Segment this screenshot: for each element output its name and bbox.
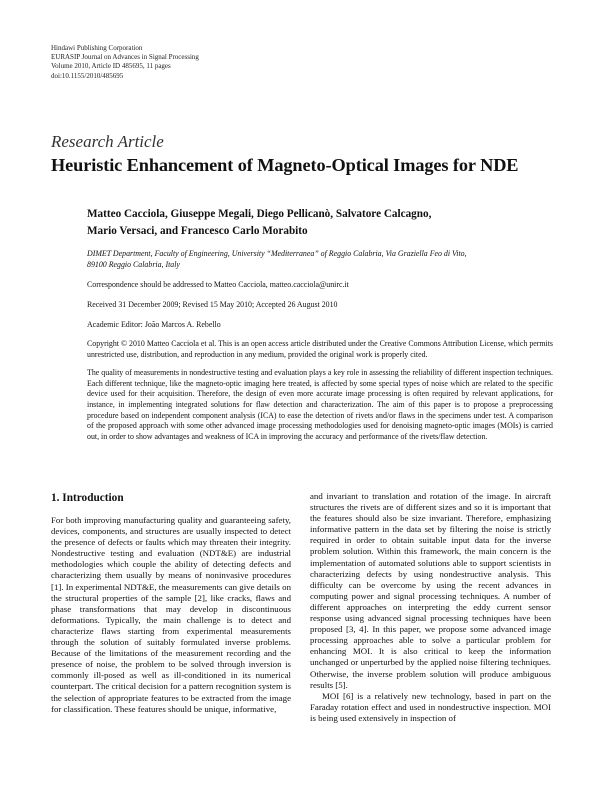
intro-paragraph-1: For both improving manufacturing quality and guaranteeing safety, devices, components, and structures are usually inspected to detect the presence of defects or faults which may threaten their integrity. Nondestructive testing and evaluation (NDT&E) are industrial methodologies which couple the ability of detecting defects and characterizing them usually by means of noninvasive procedures [1]. In experimental NDT&E, the measurements can give details on the structural properties of the sample [2], like cracks, flaws and phase transformations that may develop in discontinuous deformations. Typically, the main challenge is to detect and characterize flaws starting from experimental measurements through the solution of suitably formulated inverse problems. Because of the limitations of the measurement recording and the presence of noise, the problem to be solved through inversion is commonly ill-posed as well as ill-conditioned in its numerical counterpart. The critical decision for a pattern recognition system is the selection of appropriate features to be extracted from the image for classification. These features should be unique, informative, xyxy=(51,515,291,714)
intro-paragraph-2: MOI [6] is a relatively new technology, based in part on the Faraday rotation effect and used in nondestructive inspection. MOI is being used extensively in inspection of xyxy=(310,690,551,723)
affiliation-line-1: DIMET Department, Faculty of Engineering, University “Mediterranea” of Reggio Calabria, Via Graziella Feo di Vito, xyxy=(87,249,467,258)
academic-editor: Academic Editor: João Marcos A. Rebello xyxy=(87,320,221,329)
received-dates: Received 31 December 2009; Revised 15 May 2010; Accepted 26 August 2010 xyxy=(87,300,338,309)
doi[interactable]: doi:10.1155/2010/485695 xyxy=(51,71,124,80)
publisher-name: Hindawi Publishing Corporation xyxy=(51,44,143,52)
affiliation xyxy=(87,248,553,270)
affiliation-line-2: 89100 Reggio Calabria, Italy xyxy=(87,260,180,269)
intro-paragraph-1-continued: and invariant to translation and rotation of the image. In aircraft structures the rivets are of different sizes and so it is important that the features should also be size invariant. Therefore, emphasizing informative pattern in the data set by filtering the noise is strictly required in order to obtain suitable input data for the inverse problem solution. Within this framework, the main concern is the implementation of automated solutions able to support scientists in characterizing defects by using nondestructive analysis. This difficulty can be overcome by using the recent advances in computing power and signal processing techniques. A number of different approaches on interpreting the eddy current sensor response using advanced signal processing techniques have been proposed [3, 4]. In this paper, we propose some advanced image processing approaches able to solve a particular problem for enhancing MOI. It is also critical to keep the information unchanged or unperturbed by the applied noise filtering techniques. Otherwise, the inverse problem solution will produce ambiguous results [5]. xyxy=(310,491,551,690)
author-list xyxy=(87,206,553,240)
article-type: Research Article xyxy=(51,132,164,151)
journal-name: EURASIP Journal on Advances in Signal Processing xyxy=(51,53,199,62)
right-column xyxy=(310,491,551,724)
abstract: The quality of measurements in nondestructive testing and evaluation plays a key role in assessing the reliability of different inspection techniques. Each different technique, like the magneto-optic imaging here treated, is affected by some special types of noise which are related to the specific device used for their acquisition. Therefore, the design of even more accurate image processing is often required by relevant applications, for instance, in implementing integrated solutions for flaw detection and characterization. The aim of this paper is to propose a preprocessing procedure based on independent component analysis (ICA) to ease the detection of rivets and/or flaws in the specimens under test. A comparison of the proposed approach with some other advanced image processing methodologies used for denoising magneto-optic images (MOIs) is carried out, in order to show advantages and weakness of ICA in improving the accuracy and performance of the rivets/flaw detection. xyxy=(87,368,553,441)
volume-line: Volume 2010, Article ID 485695, 11 pages xyxy=(51,62,171,71)
correspondence: Correspondence should be addressed to Matteo Cacciola, matteo.cacciola@unirc.it xyxy=(87,280,349,289)
front-matter xyxy=(87,206,553,442)
author-line-2: Mario Versaci, and Francesco Carlo Morabito xyxy=(87,225,308,237)
publication-header xyxy=(51,44,371,81)
left-column xyxy=(51,491,291,715)
paper-title: Heuristic Enhancement of Magneto-Optical Images for NDE xyxy=(51,155,519,175)
section-heading-introduction: 1. Introduction xyxy=(51,492,124,504)
author-line-1: Matteo Cacciola, Giuseppe Megali, Diego Pellicanò, Salvatore Calcagno, xyxy=(87,208,432,220)
copyright-notice: Copyright © 2010 Matteo Cacciola et al. This is an open access article distributed under the Creative Commons Attribution License, which permits unrestricted use, distribution, and reproduction in any medium, provided the original work is properly cited. xyxy=(87,339,553,359)
